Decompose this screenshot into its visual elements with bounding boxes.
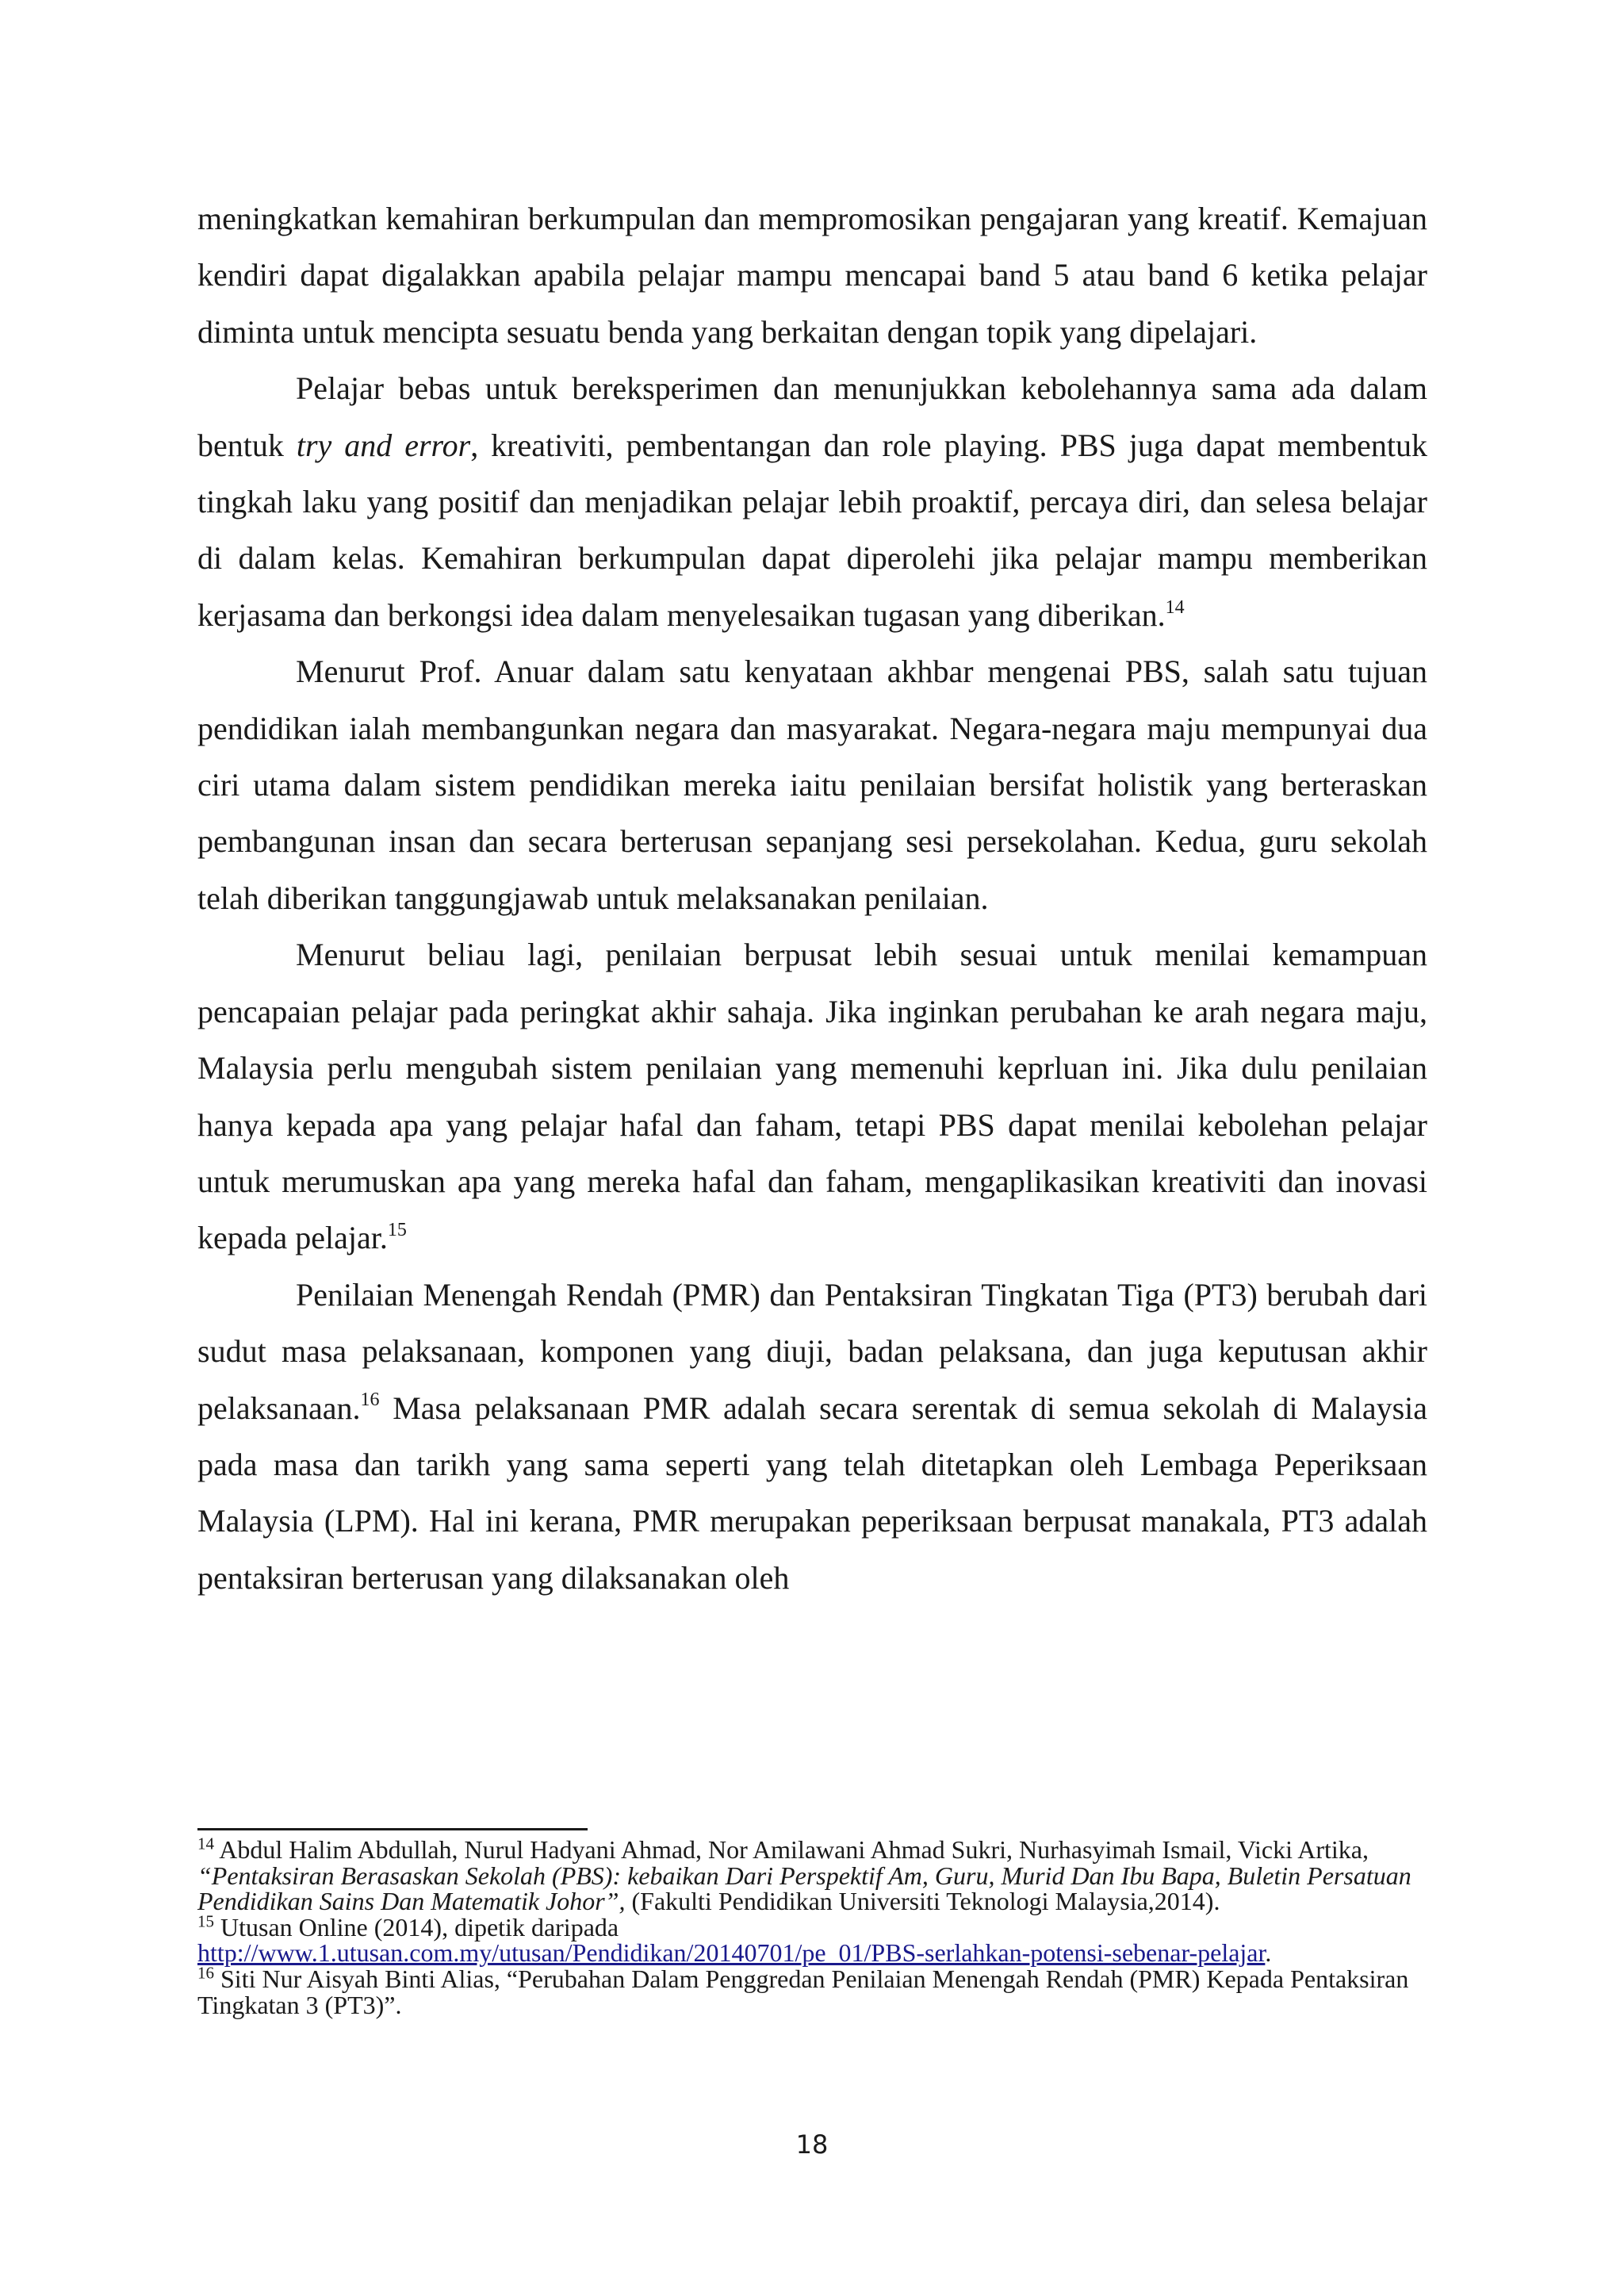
paragraph-2 xyxy=(197,360,1427,643)
paragraph-2-text-start: Pelajar bebas untuk bereksperimen dan menunjukkan kebolehannya sama ada dalam bentuk xyxy=(197,370,1427,463)
paragraph-2-text-end: , kreativiti, pembentangan dan role playing. PBS juga dapat membentuk tingkah laku yang positif dan menjadikan pelajar lebih proaktif, percaya diri, dan selesa belajar di dalam kelas. Kemahiran berkumpulan dapat diperolehi jika pelajar mampu memberikan kerjasama dan berkongsi idea dalam menyelesaikan tugasan yang diberikan. xyxy=(197,427,1427,633)
paragraph-4-text: Menurut beliau lagi, penilaian berpusat lebih sesuai untuk menilai kemampuan pencapaian pelajar pada peringkat akhir sahaja. Jika inginkan perubahan ke arah negara maju, Malaysia perlu mengubah sistem penilaian yang memenuhi keprluan ini. Jika dulu penilaian hanya kepada apa yang pelajar hafal dan faham, tetapi PBS dapat menilai kebolehan pelajar untuk merumuskan apa yang mereka hafal dan faham, mengaplikasikan kreativiti dan inovasi kepada pelajar. xyxy=(197,937,1427,1256)
footnote-text: Siti Nur Aisyah Binti Alias, “Perubahan Dalam Penggredan Penilaian Menengah Rendah (PMR) Kepada Pentaksiran Tingkatan 3 (PT3)”. xyxy=(197,1964,1409,2019)
footnote-number: 14 xyxy=(197,1834,214,1853)
footnotes xyxy=(197,1834,1427,2019)
paragraph-5-text-start: Penilaian Menengah Rendah (PMR) dan Pentaksiran Tingkatan Tiga (PT3) berubah dari sudut masa pelaksanaan, komponen yang diuji, badan pelaksana, dan juga keputusan akhir pelaksanaan. xyxy=(197,1276,1427,1426)
footnote-text-end: . xyxy=(1265,1938,1272,1968)
footnote-number: 15 xyxy=(197,1911,214,1931)
footnote-15 xyxy=(197,1911,1427,1968)
page-number: 18 xyxy=(795,2129,829,2160)
paragraph-1: meningkatkan kemahiran berkumpulan dan mempromosikan pengajaran yang kreatif. Kemajuan kendiri dapat digalakkan apabila pelajar mampu mencapai band 5 atau band 6 ketika pelajar diminta untuk mencipta sesuatu benda yang berkaitan dengan topik yang dipelajari. xyxy=(197,201,1427,350)
footnote-14 xyxy=(197,1834,1427,1916)
footnote-ref-14[interactable]: 14 xyxy=(1165,596,1185,618)
paragraph-2-italic-term: try and error xyxy=(296,427,471,463)
footnote-number: 16 xyxy=(197,1963,214,1983)
paragraph-5-text-end: Masa pelaksanaan PMR adalah secara serentak di semua sekolah di Malaysia pada masa dan tarikh yang sama seperti yang telah ditetapkan oleh Lembaga Peperiksaan Malaysia (LPM). Hal ini kerana, PMR merupakan peperiksaan berpusat manakala, PT3 adalah pentaksiran berterusan yang dilaksanakan oleh xyxy=(197,1389,1427,1596)
body-text xyxy=(197,190,1427,1606)
paragraph-5 xyxy=(197,1267,1427,1606)
footnote-text-end: (Fakulti Pendidikan Universiti Teknologi Malaysia,2014). xyxy=(625,1887,1220,1916)
footnote-ref-16[interactable]: 16 xyxy=(360,1389,380,1411)
footnote-separator xyxy=(197,1828,588,1830)
footnote-ref-15[interactable]: 15 xyxy=(387,1219,407,1240)
footnote-16 xyxy=(197,1963,1427,2019)
footnote-text: Utusan Online (2014), dipetik daripada xyxy=(214,1912,619,1941)
footnote-link[interactable]: http://www.1.utusan.com.my/utusan/Pendidikan/20140701/pe_01/PBS-serlahkan-potensi-sebenar-pelajar xyxy=(197,1938,1266,1968)
paragraph-4 xyxy=(197,926,1427,1266)
paragraph-3: Menurut Prof. Anuar dalam satu kenyataan akhbar mengenai PBS, salah satu tujuan pendidikan ialah membangunkan negara dan masyarakat. Negara-negara maju mempunyai dua ciri utama dalam sistem pendidikan mereka iaitu penilaian bersifat holistik yang berteraskan pembangunan insan dan secara berterusan sepanjang sesi persekolahan. Kedua, guru sekolah telah diberikan tanggungjawab untuk melaksanakan penilaian. xyxy=(197,654,1427,916)
footnote-text: Abdul Halim Abdullah, Nurul Hadyani Ahmad, Nor Amilawani Ahmad Sukri, Nurhasyimah Ismail, Vicki Artika, xyxy=(214,1835,1369,1864)
footnote-italic-title: “Pentaksiran Berasaskan Sekolah (PBS): kebaikan Dari Perspektif Am, Guru, Murid Dan Ibu Bapa, Buletin Persatuan Pendidikan Sains Dan Matematik Johor”, xyxy=(197,1861,1411,1916)
